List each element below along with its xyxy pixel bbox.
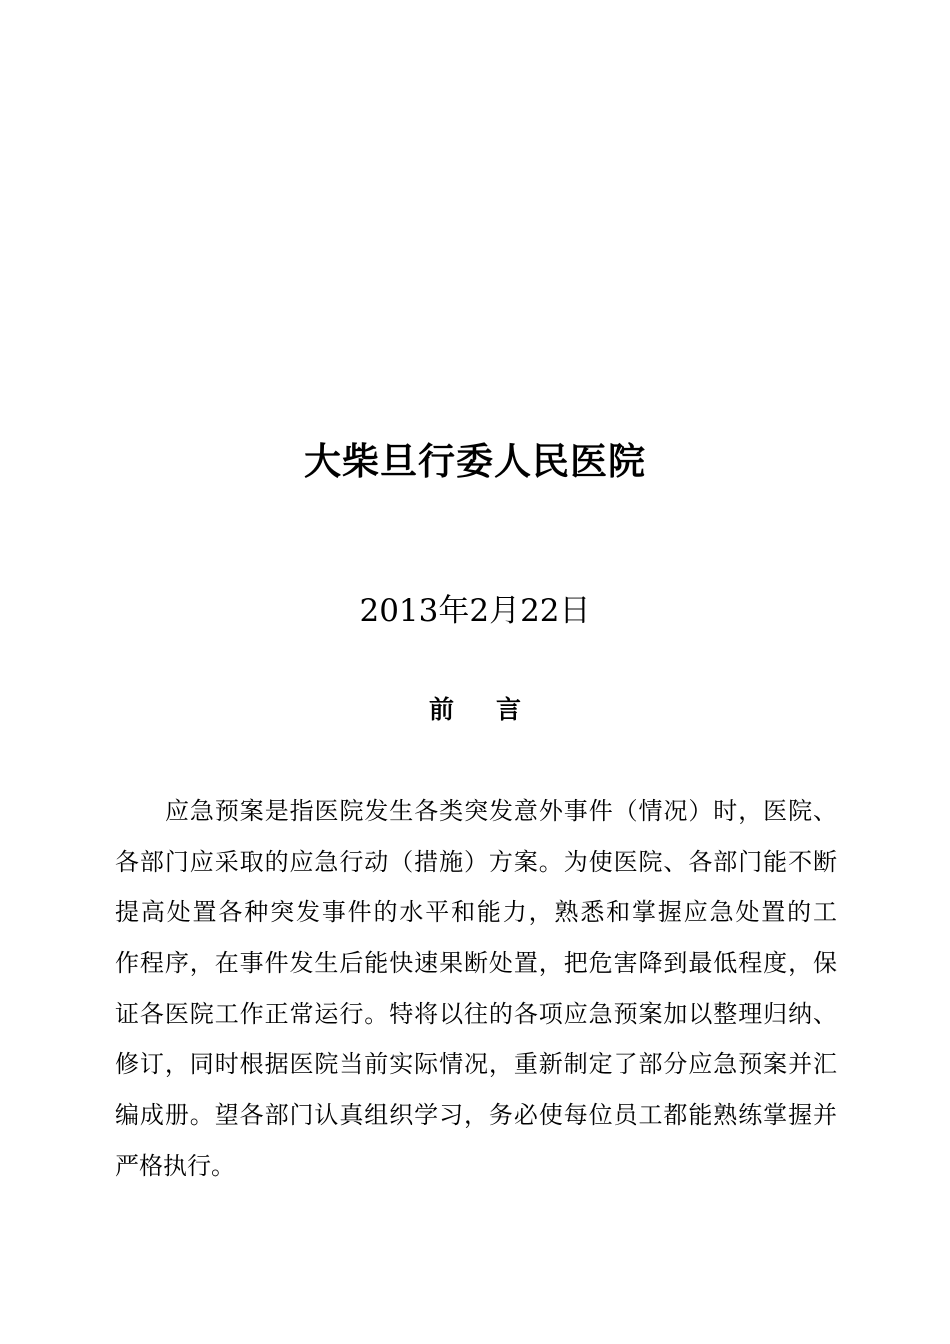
document-date: 2013年2月22日 [359, 593, 591, 629]
preface-line: 严格执行。 [115, 1151, 235, 1180]
preface-line: 修订，同时根据医院当前实际情况，重新制定了部分应急预案并汇 [115, 1050, 837, 1079]
preface-line: 作程序，在事件发生后能快速果断处置，把危害降到最低程度，保 [115, 949, 837, 978]
preface-line: 各部门应采取的应急行动（措施）方案。为使医院、各部门能不断 [115, 847, 837, 876]
preface-line: 证各医院工作正常运行。特将以往的各项应急预案加以整理归纳、 [115, 999, 837, 1028]
preface-line: 提高处置各种突发事件的水平和能力，熟悉和掌握应急处置的工 [115, 898, 837, 927]
organization-title: 大柴旦行委人民医院 [304, 440, 646, 483]
preface-line: 应急预案是指医院发生各类突发意外事件（情况）时，医院、 [165, 797, 837, 825]
preface-heading: 前言 [428, 695, 563, 724]
preface-line: 编成册。望各部门认真组织学习，务必使每位员工都能熟练掌握并 [115, 1101, 837, 1130]
preface-body [115, 786, 837, 1192]
